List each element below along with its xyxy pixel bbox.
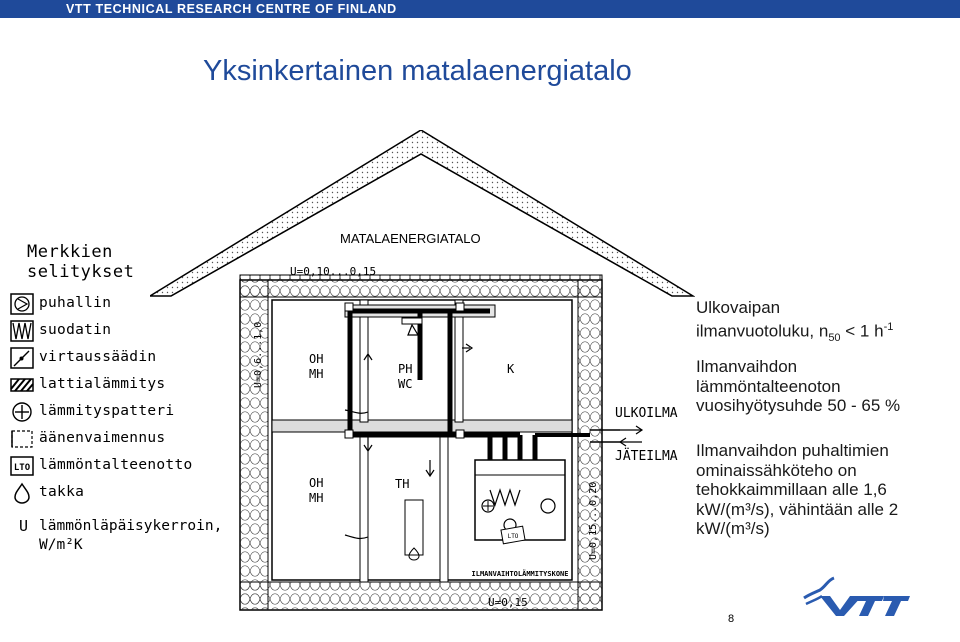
envelope-text: ilmanvuotoluku, n <box>696 321 829 341</box>
heat-recovery-icon <box>10 455 34 477</box>
u-symbol: U <box>19 517 29 535</box>
header-bar <box>0 0 960 18</box>
fan-line3: tehokkaimmillaan alle 1,6 <box>696 480 887 499</box>
fan-line2: ominaissähköteho on <box>696 460 857 480</box>
interior-wall <box>360 300 368 422</box>
legend-label: lattialämmitys <box>39 376 166 392</box>
hr-line2: lämmöntalteenoton <box>696 376 841 396</box>
hr-line1: Ilmanvaihdon <box>696 357 798 376</box>
u-label-line2: W/m²K <box>39 537 83 553</box>
legend-label: virtaussäädin <box>39 349 157 365</box>
floor-u-value: U=0,15 <box>488 596 528 609</box>
fan-line1: Ilmanvaihdon puhaltimien <box>696 441 889 460</box>
vtt-logo <box>800 574 915 619</box>
interior-wall <box>455 300 463 422</box>
heating-coil-icon <box>10 401 34 423</box>
legend-label: äänenvaimennus <box>39 430 166 446</box>
u-label-line1: lämmönläpäisykerroin, <box>39 518 223 534</box>
legend-label: lämmöntalteenotto <box>39 457 193 473</box>
unit-label: ILMANVAIHTOLÄMMITYSKONE <box>471 570 569 578</box>
right-wall-u-value: U=0,15...0,20 <box>588 481 599 560</box>
roof-insulation <box>240 275 602 297</box>
house-label: MATALAENERGIATALO <box>340 231 481 246</box>
envelope-superscript: -1 <box>883 320 894 333</box>
room-label: MH <box>309 491 324 505</box>
unit-hr-label: LTO <box>507 533 519 540</box>
floor-insulation <box>240 582 602 610</box>
legend-label: puhallin <box>39 295 112 311</box>
interior-wall <box>360 432 368 582</box>
wall-u-value: U=0,6...1,0 <box>253 321 264 388</box>
legend-label: takka <box>39 484 85 500</box>
flow-regulator-icon <box>10 347 34 369</box>
room-label: K <box>507 362 515 376</box>
exhaust-air-label: JÄTEILMA <box>615 449 678 464</box>
room-label: TH <box>395 477 410 491</box>
fan-icon <box>10 293 34 315</box>
legend-heading-line1: Merkkien <box>27 242 113 262</box>
roof <box>150 130 693 296</box>
envelope-subscript: 50 <box>828 331 841 344</box>
hr-line3: vuosihyötysuhde 50 - 65 % <box>696 396 901 415</box>
legend-heading <box>27 242 134 282</box>
envelope-line2 <box>696 318 893 349</box>
house-diagram <box>150 130 695 615</box>
page-number: 8 <box>728 613 735 625</box>
fireplace-icon <box>10 482 34 504</box>
roof-u-value: U=0,10...0,15 <box>290 265 377 278</box>
fireplace <box>405 500 423 555</box>
room-label: PH <box>398 362 413 376</box>
outdoor-air-label: ULKOILMA <box>615 406 678 421</box>
fan-line5: kW/(m³/s) <box>696 519 770 538</box>
floor-heating-icon <box>10 374 34 396</box>
room-label: WC <box>398 377 413 391</box>
heat-recovery-icon-label: LTO <box>13 463 31 473</box>
envelope-text: < 1 h <box>840 321 884 341</box>
fan-power-note <box>696 441 898 539</box>
legend-label: suodatin <box>39 322 112 338</box>
page-title: Yksinkertainen matalaenergiatalo <box>203 55 632 87</box>
envelope-line1: Ulkovaipan <box>696 298 781 317</box>
silencer-icon <box>10 428 34 450</box>
fan-line4: kW/(m³/s), vähintään alle 2 <box>696 499 899 519</box>
intermediate-floor <box>272 420 572 432</box>
legend-label: lämmityspatteri <box>39 403 175 419</box>
room-label: OH <box>309 476 324 490</box>
envelope-note <box>696 298 893 348</box>
room-label: OH <box>309 352 324 366</box>
heat-recovery-note <box>696 357 900 416</box>
interior-wall <box>440 432 448 582</box>
org-name: VTT TECHNICAL RESEARCH CENTRE OF FINLAND <box>66 2 397 16</box>
filter-icon <box>10 320 34 342</box>
legend-heading-line2: selitykset <box>27 262 135 282</box>
room-label: MH <box>309 367 324 381</box>
